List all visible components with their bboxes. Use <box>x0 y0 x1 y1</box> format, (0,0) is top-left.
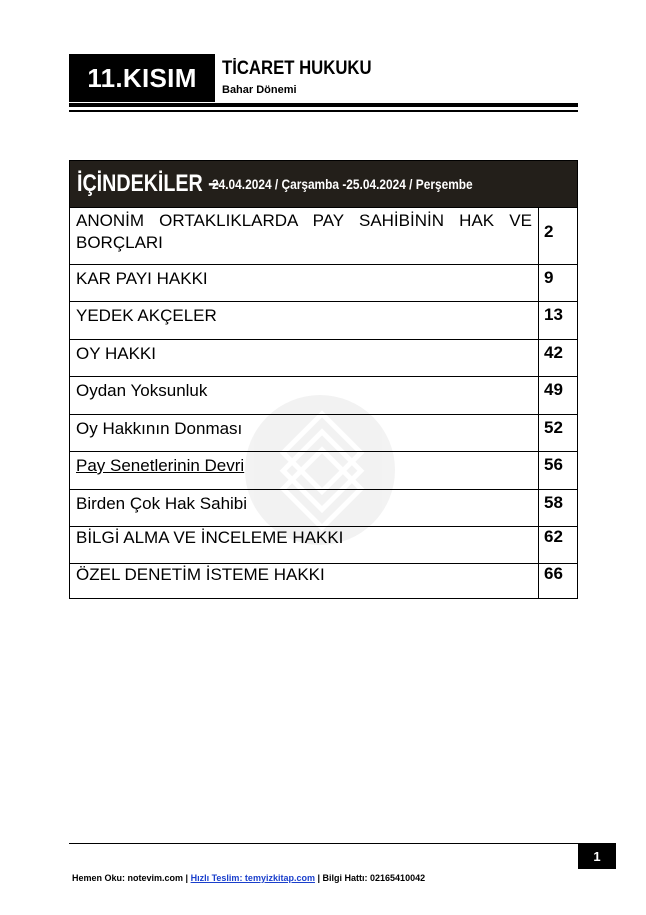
toc-item-page: 58 <box>544 493 563 512</box>
toc-item-label[interactable]: KAR PAYI HAKKI <box>70 265 539 301</box>
toc-row[interactable] <box>69 377 578 415</box>
toc-item-page: 52 <box>544 418 563 437</box>
toc-item-label[interactable]: Oy Hakkının Donması <box>70 415 539 451</box>
toc-item-label[interactable]: Birden Çok Hak Sahibi <box>70 490 539 526</box>
toc-item-label[interactable]: ANONİM ORTAKLIKLARDA PAY SAHİBİNİN HAK VE BORÇLARI <box>70 208 539 264</box>
footer-rule <box>69 843 578 844</box>
header-rule-thin <box>69 110 578 112</box>
footer-delivery-link[interactable]: Hızlı Teslim: temyizkitap.com <box>190 873 315 883</box>
toc-item-label[interactable]: BİLGİ ALMA VE İNCELEME HAKKI <box>70 527 539 563</box>
section-badge <box>69 54 215 102</box>
toc-row[interactable] <box>69 265 578 302</box>
toc-row[interactable] <box>69 302 578 340</box>
toc-row[interactable] <box>69 452 578 490</box>
page-number: 1 <box>578 843 616 869</box>
toc-item-label[interactable]: Oydan Yoksunluk <box>70 377 539 414</box>
toc-heading <box>69 160 578 208</box>
footer-links <box>72 873 425 883</box>
section-label: 11.KISIM <box>87 62 197 93</box>
footer-separator: | <box>317 873 321 883</box>
toc-row[interactable] <box>69 208 578 265</box>
toc-item-label[interactable] <box>70 452 539 489</box>
table-of-contents <box>69 160 578 599</box>
footer-hotline-text: Bilgi Hattı: 02165410042 <box>322 873 426 883</box>
toc-dates: 24.04.2024 / Çarşamba -25.04.2024 / Perşembe <box>212 176 474 192</box>
toc-item-page: 62 <box>544 527 563 546</box>
toc-item-page: 9 <box>544 268 554 287</box>
toc-item-page: 42 <box>544 343 563 362</box>
toc-row[interactable] <box>69 527 578 564</box>
toc-item-label[interactable]: YEDEK AKÇELER <box>70 302 539 339</box>
toc-title: İÇİNDEKİLER – <box>77 170 220 197</box>
footer-read-text: Hemen Oku: notevim.com <box>72 873 184 883</box>
toc-row[interactable] <box>69 490 578 527</box>
toc-item-label[interactable]: OY HAKKI <box>70 340 539 376</box>
toc-item-page: 49 <box>544 380 563 399</box>
toc-row[interactable] <box>69 415 578 452</box>
toc-row[interactable] <box>69 564 578 599</box>
header-rule-thick <box>69 103 578 107</box>
footer-separator: | <box>185 873 189 883</box>
toc-item-link[interactable]: Pay Senetlerinin Devri <box>76 456 245 475</box>
toc-row[interactable] <box>69 340 578 377</box>
toc-item-page: 56 <box>544 455 563 474</box>
toc-item-page: 2 <box>544 222 554 241</box>
toc-item-page: 66 <box>544 564 563 583</box>
course-subtitle: Bahar Dönemi <box>222 84 297 96</box>
toc-item-page: 13 <box>544 305 563 324</box>
toc-item-label[interactable]: ÖZEL DENETİM İSTEME HAKKI <box>70 564 539 598</box>
course-title: TİCARET HUKUKU <box>222 58 372 79</box>
